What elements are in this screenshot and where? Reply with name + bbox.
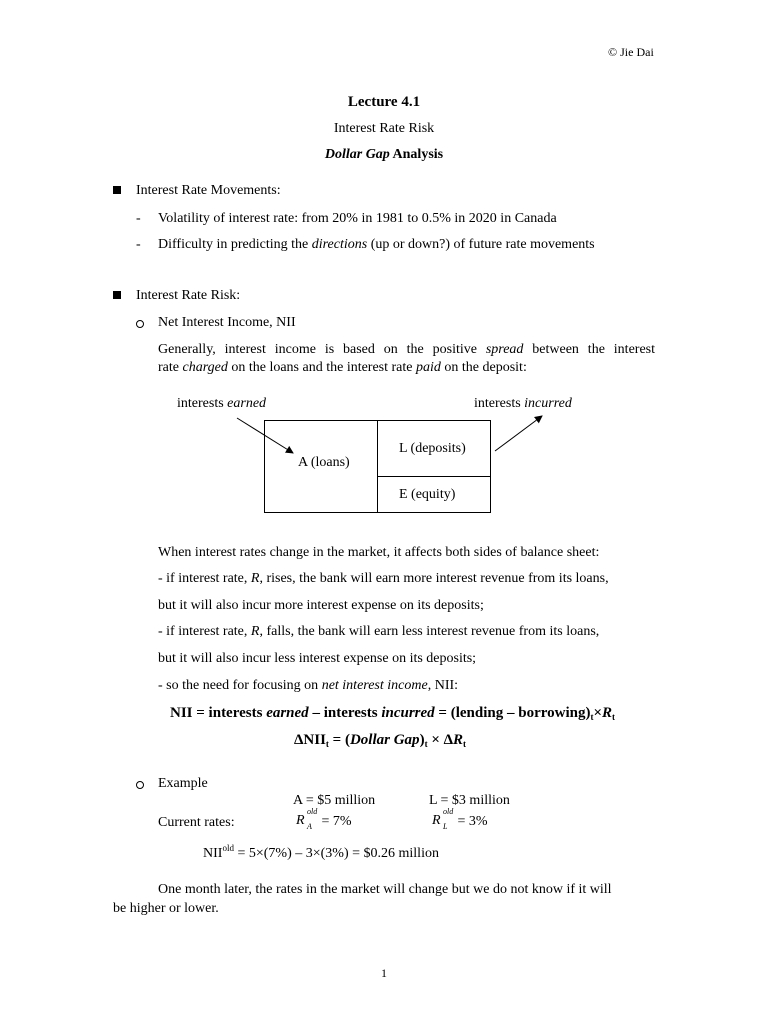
closing-line2: be higher or lower. (113, 901, 219, 916)
topic-rest: Analysis (389, 147, 444, 162)
current-rates-label: Current rates: (158, 815, 235, 830)
difficulty-line: Difficulty in predicting the directions (up or down?) of future rate movements (158, 237, 595, 252)
rate-liabilities: R old L = 3% (432, 807, 488, 831)
nii-old-calculation: $NII^{old} = 5\times(7\%) - 3\times(3\%)$ = $0.26 million (203, 843, 439, 861)
nii-formula: NII = interests earned – interests incurred = (lending – $borrowing)_t\times R_t$ (170, 705, 616, 722)
effects-rise-cont: but it will also incur more interest expense on its deposits; (158, 598, 484, 613)
effects-fall: - if interest rate, R, falls, the bank will earn less interest revenue from its loans, (158, 624, 600, 639)
interests-earned-label: interests earned (177, 396, 267, 411)
equity: E (equity) (399, 487, 456, 502)
effects-rise: - if interest rate, R, rises, the bank will earn more interest revenue from its loans, (158, 571, 609, 586)
topic-italic: Dollar Gap (324, 147, 390, 162)
assets-loans: A (loans) (298, 455, 350, 470)
lecture-title: Lecture 4.1 (347, 94, 421, 110)
circle-bullet-icon (136, 781, 144, 789)
example-label: Example (158, 776, 208, 791)
page-number: 1 (381, 966, 387, 980)
closing-line1: One month later, the rates in the market will change but we do not know if it will (158, 882, 612, 897)
section-heading-rate-risk: Interest Rate Risk: (136, 288, 241, 303)
copyright: © Jie Dai (608, 45, 654, 59)
arrow-incurred-icon (495, 416, 542, 451)
example-liabilities: L = $3 million (429, 793, 510, 808)
arrow-earned-icon (237, 418, 293, 453)
effects-nii-focus: - so the need for focusing on net interest income, NII: (158, 678, 459, 693)
effects-intro: When interest rates change in the market, it affects both sides of balance sheet: (158, 545, 600, 560)
spread-paragraph-line2: rate charged on the loans and the interest rate paid on the deposit: (158, 360, 527, 375)
dash-bullet: - (136, 237, 141, 252)
rate-assets: R old A = 7% (296, 807, 352, 831)
delta-nii-formula: $\Delta NII_t$ = (Dollar $Gap)_t \times \Delta R_t$ (294, 732, 467, 749)
section-heading-rate-movements: Interest Rate Movements: (136, 183, 281, 198)
volatility-line: Volatility of interest rate: from 20% in 1981 to 0.5% in 2020 in Canada (158, 211, 557, 226)
lecture-subtitle: Interest Rate Risk (333, 121, 435, 136)
effects-fall-cont: but it will also incur less interest expense on its deposits; (158, 651, 477, 666)
liabilities-deposits: L (deposits) (399, 441, 466, 456)
spread-paragraph-line1: Generally, interest income is based on the positive spread between the interest (158, 342, 655, 357)
nii-subheading: Net Interest Income, NII (158, 315, 296, 330)
example-assets: A = $5 million (293, 793, 376, 808)
dash-bullet: - (136, 211, 141, 226)
interests-incurred-label: interests incurred (474, 396, 572, 411)
